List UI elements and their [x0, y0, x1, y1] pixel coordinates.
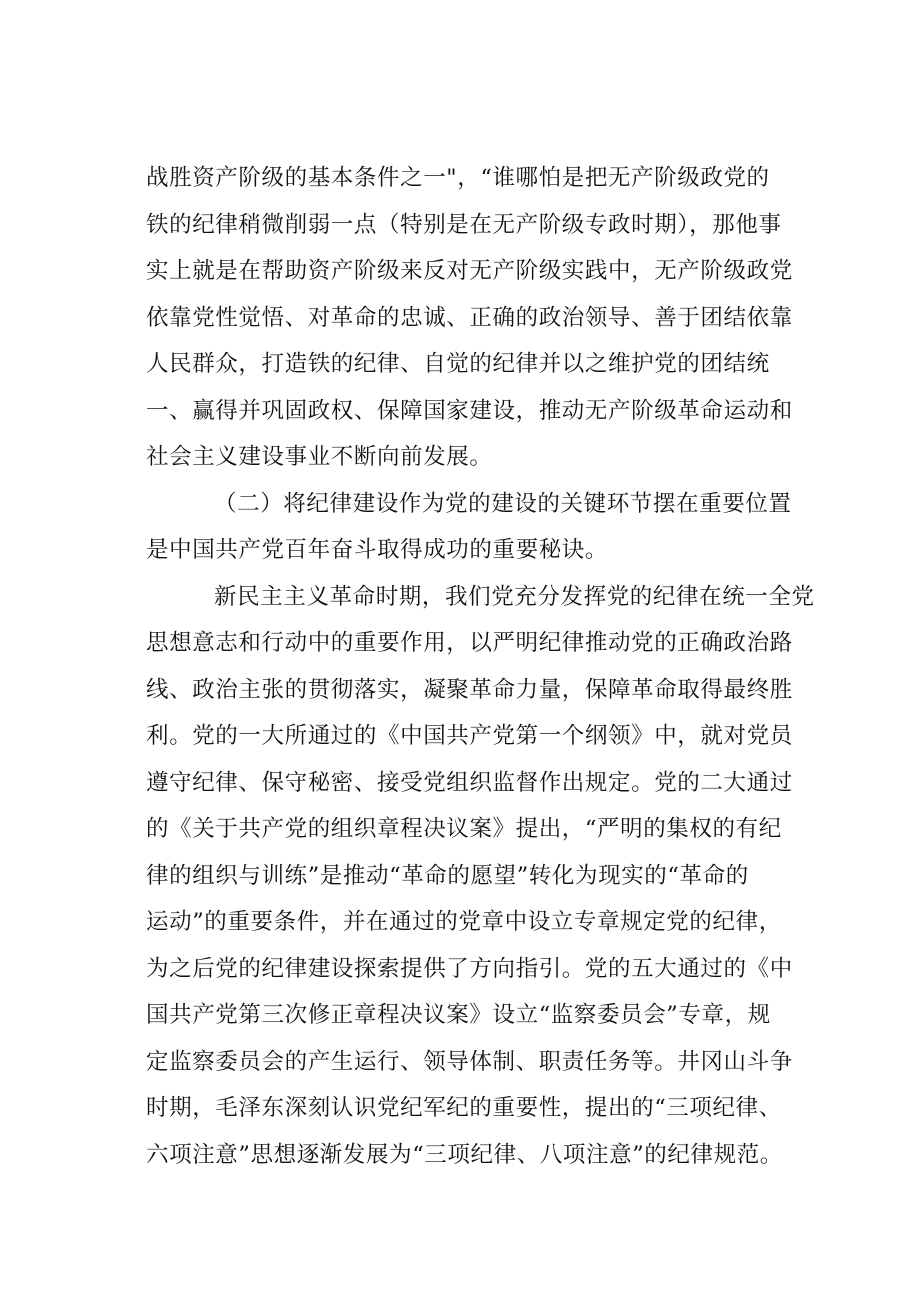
section-heading	[146, 481, 826, 574]
heading-line: 是中国共产党百年奋斗取得成功的重要秘诀。	[146, 537, 609, 563]
text-line: 运动”的重要条件，并在通过的党章中设立专章规定党的纪律，	[146, 909, 782, 935]
text-line: 思想意志和行动中的重要作用，以严明纪律推动党的正确政治路	[146, 630, 793, 656]
text-line: 一、赢得并巩固政权、保障国家建设，推动无产阶级革命运动和	[146, 397, 793, 424]
text-line: 国共产党第三次修正章程决议案》设立“监察委员会”专章，规	[146, 1002, 771, 1028]
text-line: 的《关于共产党的组织章程决议案》提出，“严明的集权的有纪	[146, 816, 782, 842]
text-line: 利。党的一大所通过的《中国共产党第一个纲领》中，就对党员	[146, 723, 793, 749]
document-body	[146, 155, 826, 1178]
text-line: 依靠党性觉悟、对革命的忠诚、正确的政治领导、善于团结依靠	[146, 304, 793, 331]
paragraph-body	[146, 574, 826, 1179]
text-line: 战胜资产阶级的基本条件之一"，“谁哪怕是把无产阶级政党的	[146, 165, 770, 191]
text-line: 实上就是在帮助资产阶级来反对无产阶级实践中，无产阶级政党	[146, 258, 793, 284]
text-line: 律的组织与训练”是推动“革命的愿望”转化为现实的“革命的	[146, 862, 749, 889]
text-line: 定监察委员会的产生运行、领导体制、职责任务等。井冈山斗争	[146, 1048, 793, 1075]
text-line: 人民群众，打造铁的纪律、自觉的纪律并以之维护党的团结统	[146, 351, 770, 377]
text-line: 为之后党的纪律建设探索提供了方向指引。党的五大通过的《中	[146, 955, 793, 982]
heading-line: （二）将纪律建设作为党的建设的关键环节摆在重要位置	[214, 490, 792, 517]
text-line: 新民主主义革命时期，我们党充分发挥党的纪律在统一全党	[214, 583, 815, 610]
text-line: 时期，毛泽东深刻认识党纪军纪的重要性，提出的“三项纪律、	[146, 1095, 782, 1121]
text-line: 线、政治主张的贯彻落实，凝聚革命力量，保障革命取得最终胜	[146, 676, 793, 703]
text-line: 铁的纪律稍微削弱一点（特别是在无产阶级专政时期），那他事	[146, 211, 782, 238]
text-line: 社会主义建设事业不断向前发展。	[146, 444, 493, 470]
text-line: 遵守纪律、保守秘密、接受党组织监督作出规定。党的二大通过	[146, 769, 793, 796]
text-line: 六项注意”思想逐渐发展为“三项纪律、八项注意”的纪律规范。	[146, 1141, 783, 1168]
paragraph-continuation	[146, 155, 826, 481]
